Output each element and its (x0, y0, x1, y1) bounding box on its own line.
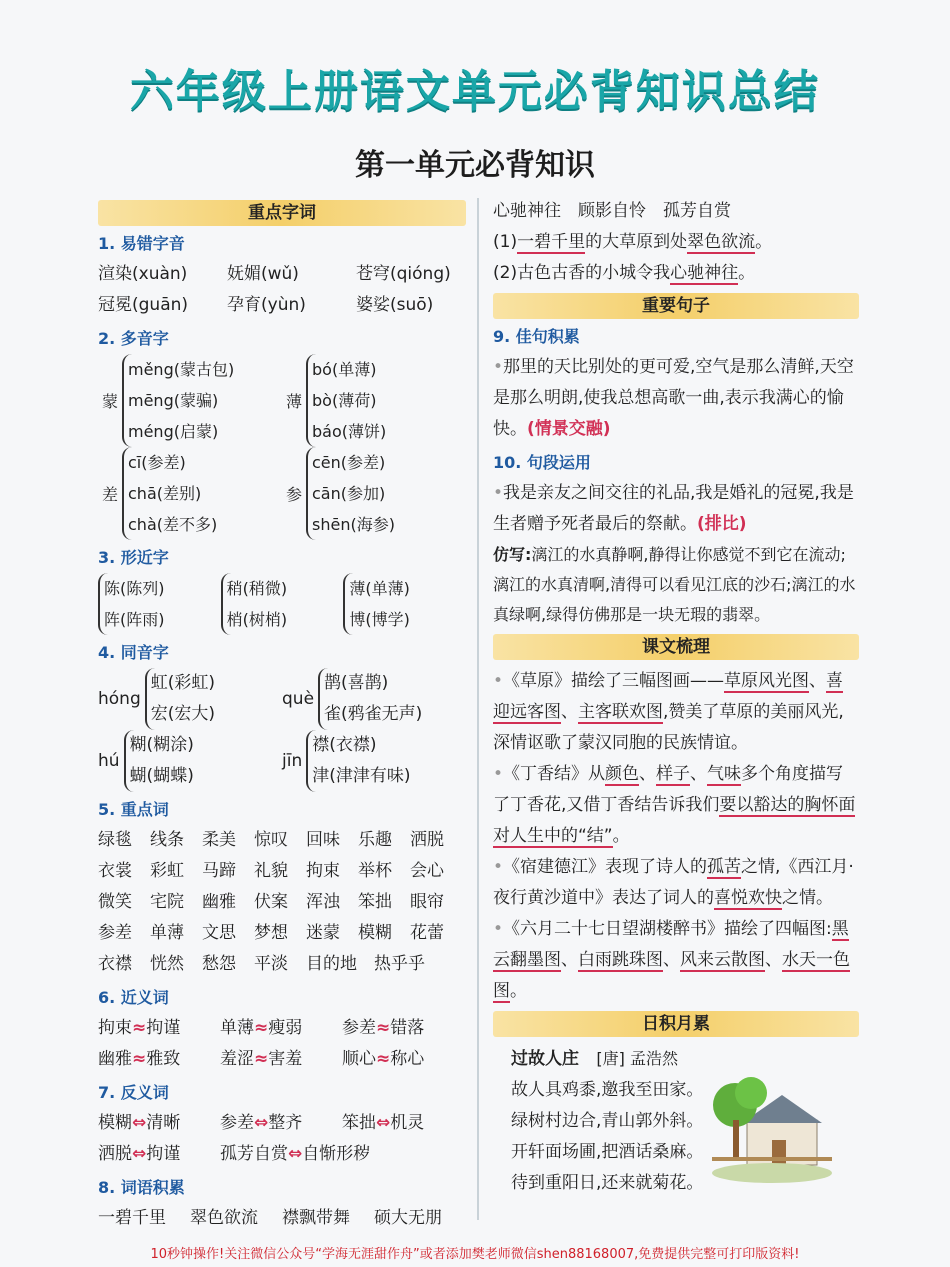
band-daily: 日积月累 (493, 1011, 859, 1037)
polyphone-group (98, 354, 282, 447)
homophone-item: 鹊(喜鹊) (324, 673, 389, 693)
synonym-pair: 幽雅≈雅致 (98, 1049, 181, 1069)
homophone-group (98, 730, 282, 792)
synonym-pair: 顺心≈称心 (342, 1049, 425, 1069)
polyphone-item: báo(薄饼) (312, 422, 387, 441)
section-title: 1. 易错字音 (98, 234, 185, 253)
homophone-row (98, 668, 466, 730)
word-item: 彩虹 (150, 861, 184, 881)
homophone-item: 津(津津有味) (312, 766, 411, 786)
polyphone-item: cān(参加) (312, 484, 386, 503)
pron-item: 孕育(yùn) (227, 295, 306, 315)
word-item: 微笑 (98, 892, 132, 912)
antonym-pair: 笨拙⇔机灵 (342, 1113, 425, 1133)
review-item: •《宿建德江》表现了诗人的孤苦之情,《西江月·夜行黄沙道中》表达了词人的喜悦欢快之情。 (493, 857, 854, 908)
word-item: 热乎乎 (374, 954, 425, 974)
left-column (98, 196, 466, 1234)
similar-char-row (98, 573, 466, 635)
polyphone-group (282, 354, 466, 447)
homophone-item: 蝴(蝴蝶) (129, 766, 194, 786)
polyphone-item: shēn(海参) (312, 515, 395, 534)
section-title: 9. 佳句积累 (493, 327, 580, 346)
word-item: 衣裳 (98, 861, 132, 881)
brace (122, 354, 234, 447)
homophone-pinyin: què (282, 689, 315, 709)
section-title: 2. 多音字 (98, 329, 169, 348)
antonym-pair: 模糊⇔清晰 (98, 1113, 181, 1133)
antonym-pair: 孤芳自赏⇔自惭形秽 (220, 1144, 371, 1164)
homophone-item: 宏(宏大) (150, 704, 216, 724)
polyphone-item: bò(薄荷) (312, 391, 377, 410)
word-item: 衣襟 (98, 954, 132, 974)
pron-item: 妩媚(wǔ) (227, 264, 299, 284)
review-item: •《六月二十七日望湖楼醉书》描绘了四幅图:黑云翻墨图、白雨跳珠图、风来云散图、水天一色图。 (493, 919, 850, 1001)
word-item: 参差 (98, 923, 132, 943)
synonym-pair: 单薄≈瘦弱 (220, 1018, 303, 1038)
word-item: 伏案 (254, 892, 288, 912)
homophone-pinyin: hú (98, 751, 120, 771)
polyphone-item: méng(启蒙) (128, 422, 219, 441)
polyphone-char: 蒙 (101, 392, 118, 411)
homophone-group (282, 730, 466, 792)
phrase-row (98, 1203, 466, 1234)
word-item: 平淡 (254, 954, 288, 974)
antonym-row (98, 1139, 466, 1170)
homophone-item: 襟(衣襟) (312, 735, 377, 755)
poem-title: 过故人庄 (511, 1049, 579, 1069)
footer-notice: 10秒钟操作!关注微信公众号“学海无涯甜作舟”或者添加樊老师微信shen88168007,免费提供完整可打印版资料! (150, 1247, 800, 1262)
similar-char-item: 梢(树梢) (226, 610, 288, 629)
word-item: 恍然 (150, 954, 184, 974)
word-row (98, 887, 466, 918)
section-title: 8. 词语积累 (98, 1178, 185, 1197)
polyphone-row (98, 354, 466, 447)
word-item: 幽雅 (202, 892, 236, 912)
band-sentences: 重要句子 (493, 293, 859, 319)
word-item: 回味 (306, 830, 340, 850)
word-item: 柔美 (202, 830, 236, 850)
brace (145, 668, 215, 730)
section-title: 4. 同音字 (98, 643, 169, 662)
homophone-pinyin: jīn (282, 751, 303, 771)
word-item: 迷蒙 (306, 923, 340, 943)
brace (306, 447, 395, 540)
pron-row (98, 290, 466, 321)
word-row (98, 825, 466, 856)
homophone-row (98, 730, 466, 792)
word-item: 目的地 (306, 954, 357, 974)
homophone-group (282, 668, 466, 730)
poem-line: 待到重阳日,还来就菊花。 (511, 1173, 704, 1193)
pron-item: 冠冕(guān) (98, 295, 189, 315)
brace (318, 668, 422, 730)
similar-char-item: 薄(单薄) (349, 579, 410, 598)
similar-char-item: 博(博学) (349, 610, 410, 629)
phrase-item: 襟飘带舞 (282, 1208, 350, 1228)
unit-title: 第一单元必背知识 (355, 148, 595, 183)
phrase-item: 硕大无朋 (374, 1208, 442, 1228)
homophone-group (98, 668, 282, 730)
word-item: 会心 (410, 861, 444, 881)
example-sentence: (1)一碧千里的大草原到处翠色欲流。 (493, 232, 773, 252)
word-item: 模糊 (358, 923, 392, 943)
word-item: 文思 (202, 923, 236, 943)
right-column (493, 196, 859, 1199)
word-row (98, 918, 466, 949)
pron-item: 渲染(xuàn) (98, 264, 188, 284)
section-title: 10. 句段运用 (493, 453, 591, 472)
column-divider (477, 198, 479, 1220)
word-item: 梦想 (254, 923, 288, 943)
word-item: 乐趣 (358, 830, 392, 850)
brace (306, 730, 410, 792)
review-item: •《草原》描绘了三幅图画——草原风光图、喜迎远客图、主客联欢图,赞美了草原的美丽风光,深情讴歌了蒙汉同胞的民族情谊。 (493, 671, 844, 753)
word-row (98, 856, 466, 887)
homophone-item: 雀(鸦雀无声) (324, 704, 423, 724)
phrase-item: 一碧千里 (98, 1208, 166, 1228)
section-title: 3. 形近字 (98, 548, 169, 567)
similar-char-item: 阵(阵雨) (104, 610, 165, 629)
synonym-pair: 拘束≈拘谨 (98, 1018, 181, 1038)
synonym-row (98, 1013, 466, 1044)
section-title: 5. 重点词 (98, 800, 169, 819)
similar-char-item: 陈(陈列) (104, 579, 165, 598)
synonym-pair: 羞涩≈害羞 (220, 1049, 303, 1069)
brace (122, 447, 217, 540)
antonym-pair: 洒脱⇔拘谨 (98, 1144, 181, 1164)
poem-text (493, 1043, 703, 1199)
example-sentence: (2)古色古香的小城令我心驰神往。 (493, 263, 756, 283)
word-item: 宅院 (150, 892, 184, 912)
similar-char-group (343, 573, 448, 635)
imitation-label: 仿写: (493, 545, 532, 564)
synonym-row (98, 1044, 466, 1075)
word-item: 单薄 (150, 923, 184, 943)
word-item: 浑浊 (306, 892, 340, 912)
word-item: 线条 (150, 830, 184, 850)
word-item: 花蕾 (410, 923, 444, 943)
polyphone-group (282, 447, 466, 540)
polyphone-char: 参 (285, 485, 302, 504)
imitation-block: 仿写:漓江的水真静啊,静得让你感觉不到它在流动;漓江的水真清啊,清得可以看见江底的沙石;漓江的水真绿啊,绿得仿佛那是一块无瑕的翡翠。 (493, 545, 856, 624)
page-title: 六年级上册语文单元必背知识总结 (130, 66, 820, 117)
similar-char-item: 稍(稍微) (226, 579, 288, 598)
word-row (98, 949, 466, 980)
section-title: 7. 反义词 (98, 1083, 169, 1102)
brace (124, 730, 194, 792)
antonym-pair: 参差⇔整齐 (220, 1113, 303, 1133)
word-item: 眼帘 (410, 892, 444, 912)
pron-item: 苍穹(qióng) (356, 264, 451, 284)
polyphone-item: chā(差别) (128, 484, 202, 503)
word-item: 礼貌 (254, 861, 288, 881)
polyphone-row (98, 447, 466, 540)
homophone-pinyin: hóng (98, 689, 141, 709)
antonym-row (98, 1108, 466, 1139)
poem-line: 故人具鸡黍,邀我至田家。 (511, 1080, 704, 1100)
polyphone-item: chà(差不多) (128, 515, 218, 534)
word-item: 马蹄 (202, 861, 236, 881)
phrase-item: 翠色欲流 (190, 1208, 258, 1228)
word-item: 洒脱 (410, 830, 444, 850)
poem-line: 绿树村边合,青山郭外斜。 (511, 1111, 704, 1131)
word-item: 拘束 (306, 861, 340, 881)
idioms-line: 心驰神往 顾影自怜 孤芳自赏 (493, 201, 731, 221)
word-item: 愁怨 (202, 954, 236, 974)
poem-block (493, 1043, 859, 1199)
homophone-item: 虹(彩虹) (150, 673, 216, 693)
similar-char-group (98, 573, 203, 635)
village-illustration (707, 1065, 837, 1185)
synonym-pair: 参差≈错落 (342, 1018, 425, 1038)
homophone-item: 糊(糊涂) (129, 735, 194, 755)
polyphone-char: 薄 (285, 392, 302, 411)
band-vocab: 重点字词 (98, 200, 466, 226)
sentence-block: •那里的天比别处的更可爱,空气是那么清鲜,天空是那么明朗,使我总想高歌一曲,表示我满心的愉快。(情景交融) (493, 357, 854, 439)
pron-row (98, 259, 466, 290)
sentence-block: •我是亲友之间交往的礼品,我是婚礼的冠冕,我是生者赠予死者最后的祭献。(排比) (493, 483, 854, 534)
word-item: 笨拙 (358, 892, 392, 912)
polyphone-group (98, 447, 282, 540)
review-item: •《丁香结》从颜色、样子、气味多个角度描写了丁香花,又借丁香结告诉我们要以豁达的胸怀面对人生中的“结”。 (493, 764, 856, 846)
polyphone-item: mēng(蒙骗) (128, 391, 219, 410)
section-title: 6. 近义词 (98, 988, 169, 1007)
poem-author: [唐] 孟浩然 (596, 1049, 678, 1068)
word-item: 绿毯 (98, 830, 132, 850)
polyphone-item: měng(蒙古包) (128, 360, 235, 379)
polyphone-item: bó(单薄) (312, 360, 377, 379)
brace (306, 354, 386, 447)
polyphone-item: cēn(参差) (312, 453, 386, 472)
word-item: 举杯 (358, 861, 392, 881)
polyphone-char: 差 (101, 485, 118, 504)
word-item: 惊叹 (254, 830, 288, 850)
similar-char-group (221, 573, 326, 635)
polyphone-item: cī(参差) (128, 453, 186, 472)
pron-item: 婆娑(suō) (356, 295, 434, 315)
band-review: 课文梳理 (493, 634, 859, 660)
poem-line: 开轩面场圃,把酒话桑麻。 (511, 1142, 704, 1162)
